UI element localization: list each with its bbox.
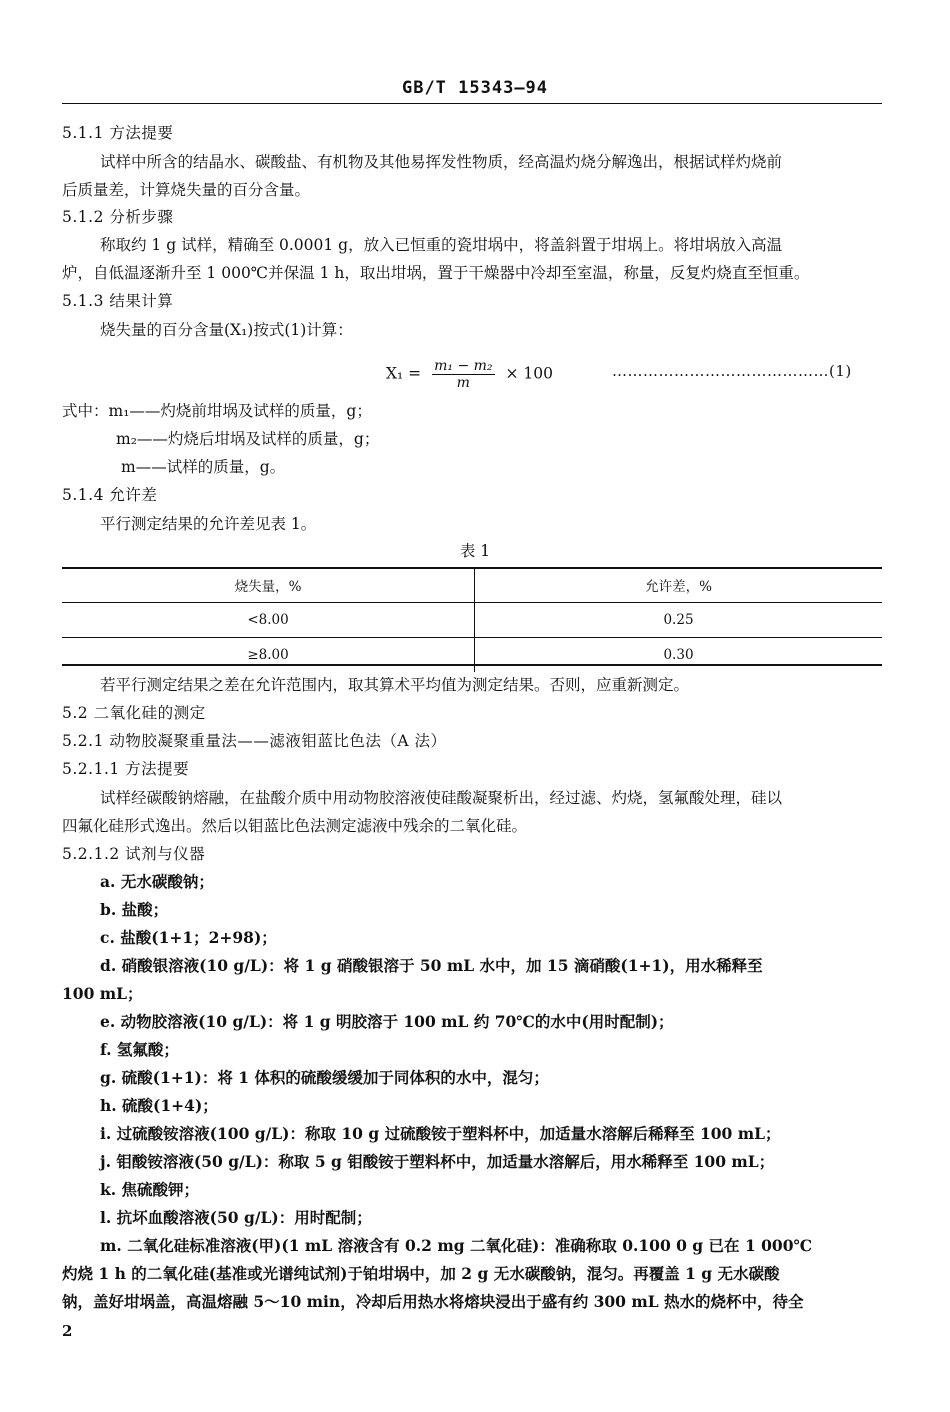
reagent-item: 钠，盖好坩埚盖，高温熔融 5～10 min，冷却后用热水将熔块浸出于盛有约 300 mL 热水的烧杯中，待全	[62, 1292, 804, 1311]
paragraph-text: 试样中所含的结晶水、碳酸盐、有机物及其他易挥发性物质，经高温灼烧分解逸出，根据试样灼烧前	[100, 153, 783, 171]
paragraph-text: 平行测定结果的允许差见表 1。	[100, 515, 317, 533]
section-5-1-3-heading: 5.1.3 结果计算	[62, 292, 174, 310]
reagent-item: j. 钼酸铵溶液(50 g/L)：称取 5 g 钼酸铵于塑料杯中，加适量水溶解后，用水稀释至 100 mL；	[100, 1152, 775, 1171]
paragraph-text: 试样经碳酸钠熔融，在盐酸介质中用动物胶溶液使硅酸凝聚析出，经过滤、灼烧，氢氟酸处理，硅以	[100, 789, 783, 807]
table-header-row	[62, 568, 882, 603]
table-cell: 0.30	[663, 647, 694, 663]
paragraph-text: 称取约 1 g 试样，精确至 0.0001 g，放入已恒重的瓷坩埚中，将盖斜置于坩埚上。将坩埚放入高温	[100, 236, 783, 254]
reagent-item: 灼烧 1 h 的二氧化硅(基准或光谱纯试剂)于铂坩埚中，加 2 g 无水碳酸钠，混匀。再覆盖 1 g 无水碳酸	[62, 1264, 780, 1283]
paragraph-text: 后质量差，计算烧失量的百分含量。	[62, 181, 311, 199]
section-5-2-heading: 5.2 二氧化硅的测定	[62, 704, 206, 722]
table-title: 表 1	[459, 542, 491, 560]
loss-on-ignition-formula	[386, 358, 553, 391]
reagent-item: i. 过硫酸铵溶液(100 g/L)：称取 10 g 过硫酸铵于塑料杯中，加适量水溶解后稀释至 100 mL；	[100, 1124, 781, 1143]
section-5-1-2-heading: 5.1.2 分析步骤	[62, 208, 174, 226]
section-5-2-1-heading: 5.2.1 动物胶凝聚重量法——滤液钼蓝比色法（A 法）	[62, 732, 447, 750]
table-row	[62, 603, 882, 638]
reagent-item: a. 无水碳酸钠；	[100, 872, 214, 891]
table-row	[62, 638, 882, 673]
formula-rhs: × 100	[505, 364, 553, 383]
section-5-2-1-2-heading: 5.2.1.2 试剂与仪器	[62, 845, 206, 863]
formula-fraction	[432, 358, 494, 391]
standard-code-header: GB/T 15343—94	[401, 78, 549, 98]
reagent-item: l. 抗坏血酸溶液(50 g/L)：用时配制；	[100, 1208, 372, 1227]
table-cell: 0.25	[475, 603, 883, 638]
reagent-item: g. 硫酸(1+1)：将 1 体积的硫酸缓缓加于同体积的水中，混匀；	[100, 1068, 549, 1087]
table-cell: <8.00	[62, 603, 475, 638]
table-header-cell: 烧失量，%	[62, 568, 475, 603]
reagent-item: m. 二氧化硅标准溶液(甲)(1 mL 溶液含有 0.2 mg 二氧化硅)：准确称取 0.100 0 g 已在 1 000℃	[100, 1236, 813, 1255]
equation-number-leader: ……………………………………(1)	[612, 362, 852, 380]
reagent-item: e. 动物胶溶液(10 g/L)：将 1 g 明胶溶于 100 mL 约 70℃的水中(用时配制)；	[100, 1012, 674, 1031]
where-clause: m₂——灼烧后坩埚及试样的质量，g；	[116, 430, 380, 448]
reagent-item: c. 盐酸(1+1；2+98)；	[100, 928, 277, 947]
reagent-item: 100 mL；	[62, 984, 143, 1003]
section-5-2-1-1-heading: 5.2.1.1 方法提要	[62, 760, 190, 778]
where-clause: m——试样的质量，g。	[121, 458, 286, 476]
formula-numerator: m₁ − m₂	[434, 358, 493, 374]
table-header-cell: 允许差，%	[475, 568, 883, 603]
paragraph-text: 若平行测定结果之差在允许范围内，取其算术平均值为测定结果。否则，应重新测定。	[100, 676, 690, 694]
page-number: 2	[62, 1322, 73, 1340]
formula-lhs: X₁ =	[386, 364, 422, 383]
reagent-item: d. 硝酸银溶液(10 g/L)：将 1 g 硝酸银溶于 50 mL 水中，加 15 滴硝酸(1+1)，用水稀释至	[100, 956, 763, 975]
reagent-item: f. 氢氟酸；	[100, 1040, 179, 1059]
reagent-item: b. 盐酸；	[100, 900, 169, 919]
paragraph-text: 烧失量的百分含量(X₁)按式(1)计算：	[100, 321, 353, 339]
paragraph-text: 炉，自低温逐渐升至 1 000℃并保温 1 h，取出坩埚，置于干燥器中冷却至室温，称量，反复灼烧直至恒重。	[62, 264, 810, 282]
table-bottom-rule	[62, 664, 882, 666]
table-cell: ≥8.00	[62, 638, 475, 673]
paragraph-text: 四氟化硅形式逸出。然后以钼蓝比色法测定滤液中残余的二氧化硅。	[62, 817, 528, 835]
reagent-item: k. 焦硫酸钾；	[100, 1180, 200, 1199]
formula-denominator: m	[456, 375, 470, 391]
where-clause: 式中：m₁——灼烧前坩埚及试样的质量，g；	[62, 402, 372, 420]
reagent-item: h. 硫酸(1+4)；	[100, 1096, 218, 1115]
tolerance-table	[62, 568, 882, 672]
header-rule	[62, 103, 882, 104]
section-5-1-1-heading: 5.1.1 方法提要	[62, 124, 174, 142]
section-5-1-4-heading: 5.1.4 允许差	[62, 486, 158, 504]
